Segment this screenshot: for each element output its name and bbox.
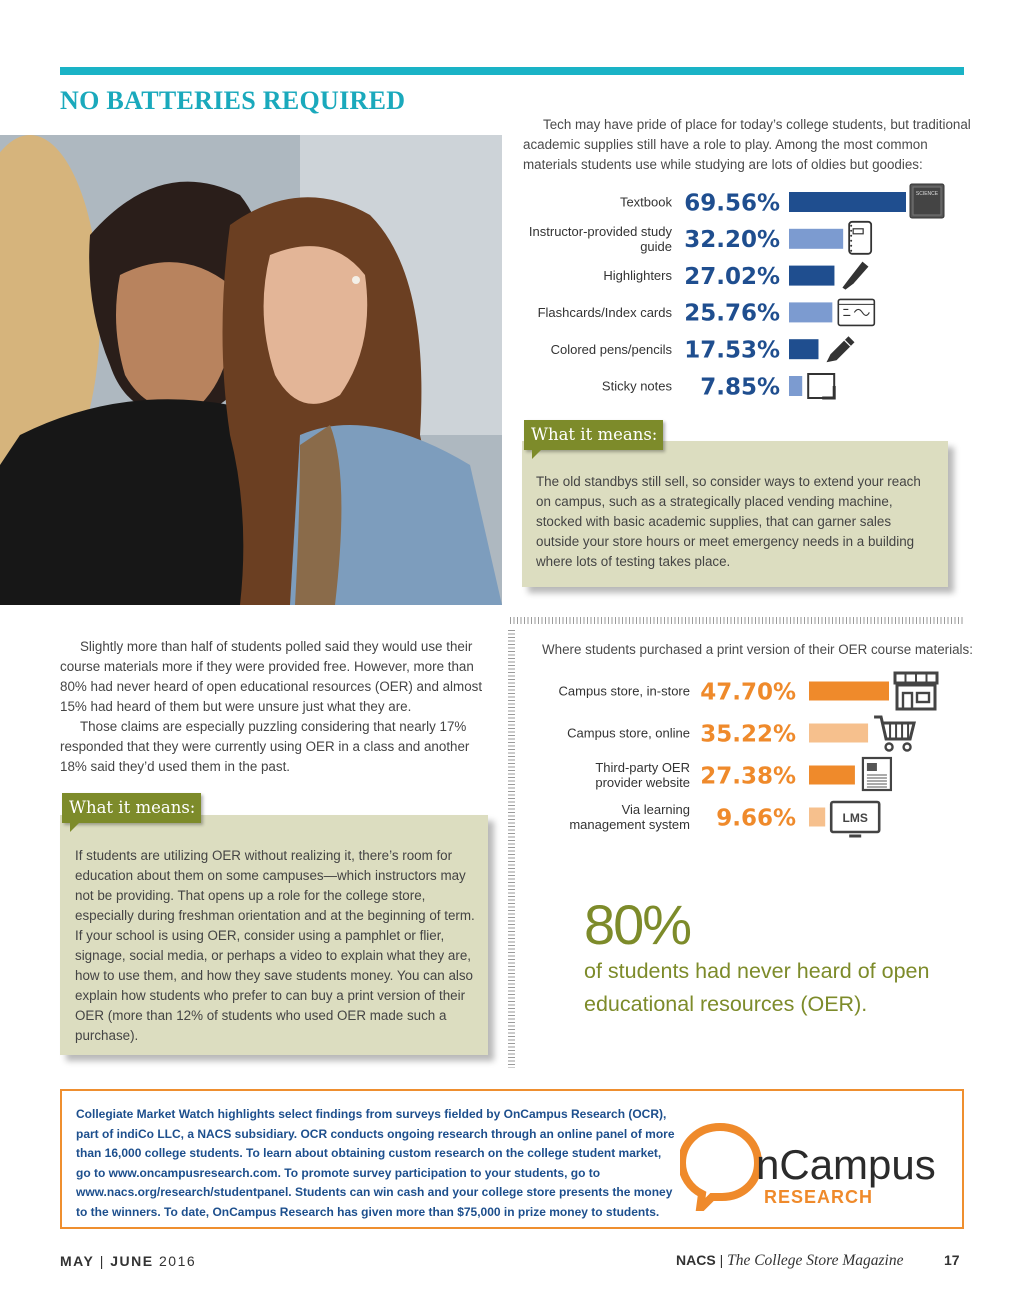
chart-category-label: guide [640, 238, 672, 254]
pen-icon [826, 336, 854, 362]
oer-purchase-chart [540, 668, 960, 840]
issue-date [60, 1253, 196, 1269]
svg-text:SCIENCE: SCIENCE [915, 191, 939, 197]
oer-chart-title: Where students purchased a print version of their OER course materials: [542, 642, 973, 657]
chart-category-label: Instructor-provided study [528, 223, 672, 239]
chart-category-label: Sticky notes [601, 378, 672, 394]
body-paragraph-1: Slightly more than half of students polled said they would use their course materials more if they were provided free. However, more than 80% had never heard of open educational resources (OER) and almost 15% had heard of them but were unsure just what they are. [60, 639, 483, 714]
folio-separator: | [719, 1252, 724, 1268]
chart-category-label: Colored pens/pencils [550, 341, 672, 357]
study-materials-chart [520, 182, 960, 404]
what-it-means-label-1: What it means: [524, 420, 663, 450]
chart-value-label: 69.56% [684, 190, 780, 217]
dotted-divider-vertical [508, 630, 515, 1068]
chart-bar [809, 682, 889, 701]
chart-bar [789, 302, 832, 322]
footer-text: Collegiate Market Watch highlights select findings from surveys fielded by OnCampus Research (OCR), part of indiCo LLC, a NACS subsidiary. OCR conducts ongoing research through an online panel of more than 16,000 college students. To learn about obtaining custom research on the college student market, go to www.oncampusresearch.com. To promote survey participation to your students, go to www.nacs.org/research/studentpanel. Students can win cash and your college store presents the money to the winners. To date, OnCampus Research has given more than $75,000 in prize money to students. [76, 1107, 675, 1219]
chart-value-label: 27.02% [684, 263, 780, 290]
what-it-means-label-2: What it means: [62, 793, 201, 823]
oncampus-research-logo [680, 1123, 950, 1211]
chart-value-label: 25.76% [684, 300, 780, 327]
top-rule [60, 67, 964, 75]
body-text [60, 637, 490, 777]
dotted-divider-horizontal [510, 617, 964, 624]
chart-bar [809, 808, 825, 827]
sticky-note-icon [808, 374, 834, 398]
chart-value-label: 7.85% [700, 374, 780, 401]
chart-category-label: Campus store, in-store [558, 683, 690, 699]
what-it-means-box-1 [522, 425, 948, 587]
chart-bar [789, 229, 843, 249]
logo-sub-text: RESEARCH [764, 1187, 874, 1207]
issue-year: 2016 [159, 1253, 197, 1269]
what-it-means-box-2 [60, 798, 488, 1055]
chart-category-label: Textbook [619, 194, 672, 210]
chart-value-label: 47.70% [700, 679, 796, 706]
stat-value: 80% [584, 893, 691, 956]
study-guide-icon [849, 222, 871, 254]
textbook-icon [910, 184, 944, 218]
intro-text: Tech may have pride of place for today’s college students, but traditional academic supplies still have a role to play. Among the most common materials students use while studying are lots of oldies but goodies: [523, 117, 971, 172]
chart-value-label: 27.38% [700, 763, 796, 790]
chart-value-label: 9.66% [716, 805, 796, 832]
chart-value-label: 35.22% [700, 721, 796, 748]
magazine-name [676, 1252, 903, 1270]
chart-bar [789, 266, 834, 286]
storefront-icon [895, 673, 937, 709]
body-paragraph-2: Those claims are especially puzzling considering that nearly 17% responded that they were currently using OER in a class and another 18% said they’d used them in the past. [60, 719, 470, 774]
chart-bar [809, 766, 855, 785]
org-name: NACS [676, 1252, 716, 1268]
chart-bar [789, 339, 818, 359]
issue-separator: | [99, 1253, 105, 1269]
chart-bar [789, 192, 906, 212]
magazine-title: The College Store Magazine [727, 1252, 904, 1269]
chart-value-label: 17.53% [684, 337, 780, 364]
what-it-means-text-2: If students are utilizing OER without realizing it, there’s room for education about them on some campuses—which instructors may not be providing. That opens up a role for the college store, especially during freshman orientation and at the beginning of term. If your school is using OER, consider using a pamphlet or flier, signage, social media, or perhaps a video to explain what they are, how to use them, and how they save students money. You can also explain how students who prefer to can buy a print version of their OER (more than 12% of students who used OER made such a purchase). [75, 848, 475, 1043]
svg-text:LMS: LMS [842, 811, 868, 825]
chart-category-label: Campus store, online [567, 725, 690, 741]
issue-month: MAY [60, 1253, 95, 1269]
flashcard-icon [838, 299, 874, 325]
chart-bar [789, 376, 802, 396]
logo-main-text: nCampus [756, 1141, 936, 1188]
footer-box [60, 1089, 964, 1229]
website-icon [863, 758, 891, 790]
logo-speech-bubble-icon [682, 1127, 758, 1209]
what-it-means-text-1: The old standbys still sell, so consider ways to extend your reach on campus, such as a strategically placed vending machine, stocked with basic academic supplies, that can garner sales outside your store hours or meet emergency needs in a building where lots of testing takes place. [536, 474, 921, 569]
issue-month-2: JUNE [110, 1253, 154, 1269]
chart-category-label: Highlighters [603, 268, 672, 284]
chart-category-label: Via learning [621, 802, 690, 818]
shopping-cart-icon [874, 717, 914, 751]
chart-category-label: provider website [595, 775, 690, 791]
chart-category-label: management system [569, 817, 690, 833]
highlighter-icon [842, 262, 868, 290]
chart-category-label: Third-party OER [595, 760, 690, 776]
chart-value-label: 32.20% [684, 227, 780, 254]
students-photo [0, 135, 502, 605]
page-number: 17 [944, 1252, 960, 1268]
chart-bar [809, 724, 868, 743]
lms-monitor-icon [831, 802, 879, 836]
page-title: NO BATTERIES REQUIRED [60, 86, 406, 115]
chart-category-label: Flashcards/Index cards [537, 304, 672, 320]
stat-text: of students had never heard of open educational resources (OER). [584, 959, 930, 1016]
